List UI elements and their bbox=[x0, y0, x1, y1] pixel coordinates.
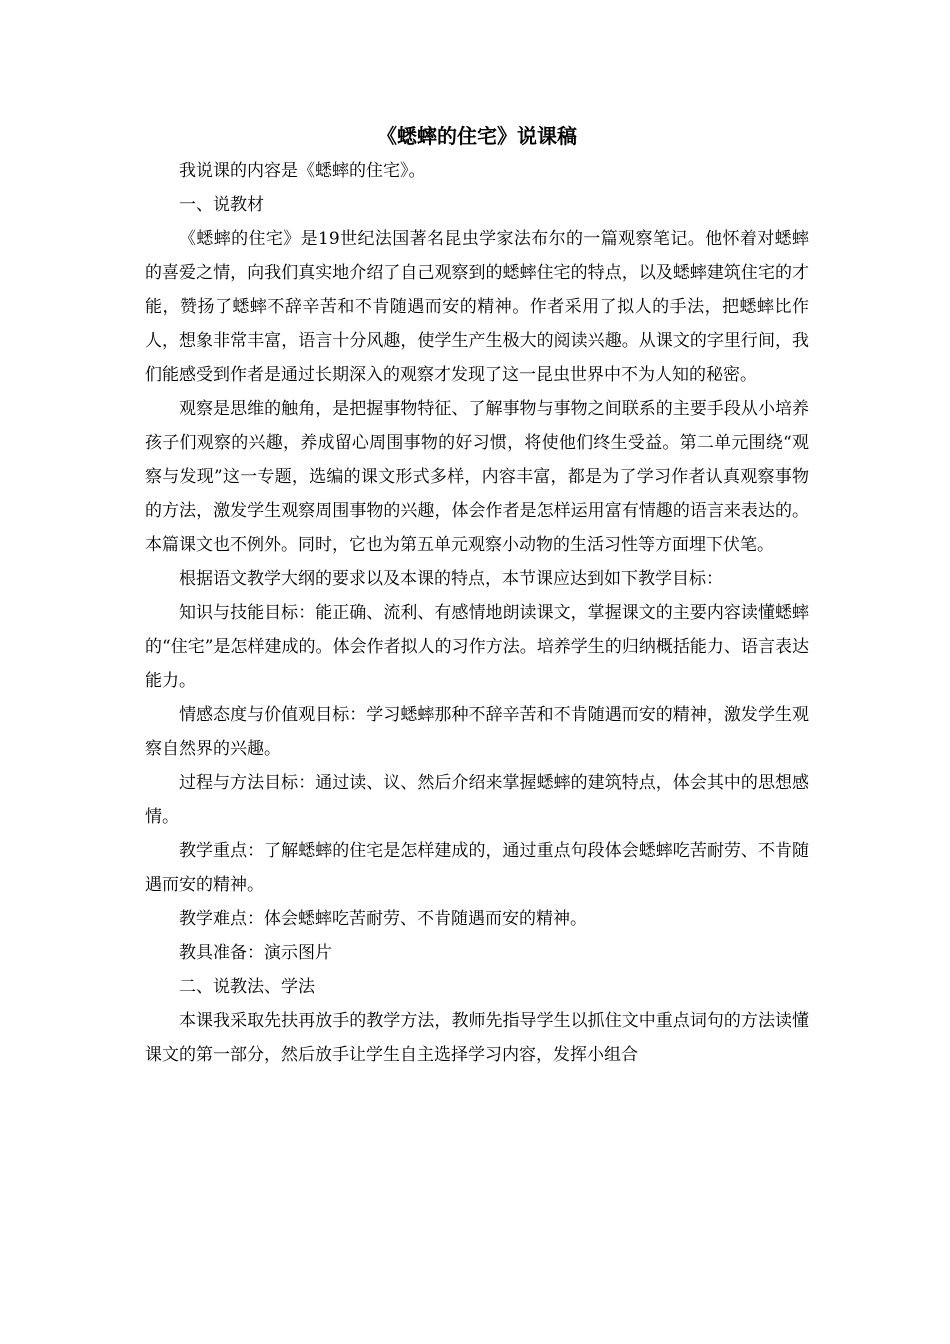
document-title: 《蟋蟀的住宅》说课稿 bbox=[377, 124, 577, 148]
paragraph-methods: 本课我采取先扶再放手的教学方法，教师先指导学生以抓住文中重点词句的方法读懂课文的第一部分，然后放手让学生自主选择学习内容，发挥小组合 bbox=[145, 1011, 809, 1065]
paragraph-observation: 观察是思维的触角，是把握事物特征、了解事物与事物之间联系的主要手段从小培养孩子们观察的兴趣，养成留心周围事物的好习惯，将使他们终生受益。第二单元围绕“观察与发现”这一专题，选编的课文形式多样，内容丰富，都是为了学习作者认真观察事物的方法，激发学生观察周围事物的兴趣，体会作者是怎样运用富有情趣的语言来表达的。本篇课文也不例外。同时，它也为第五单元观察小动物的生活习性等方面埋下伏笔。 bbox=[145, 399, 809, 555]
paragraph-knowledge-goal: 知识与技能目标：能正确、流利、有感情地朗读课文，掌握课文的主要内容读懂蟋蟀的“住宅”是怎样建成的。体会作者拟人的习作方法。培养学生的归纳概括能力、语言表达能力。 bbox=[145, 603, 809, 691]
paragraph-textbook-summary: 《蟋蟀的住宅》是19世纪法国著名昆虫学家法布尔的一篇观察笔记。他怀着对蟋蟀的喜爱之情，向我们真实地介绍了自己观察到的蟋蟀住宅的特点，以及蟋蟀建筑住宅的才能，赞扬了蟋蟀不辞辛苦和不肯随遇而安的精神。作者采用了拟人的手法，把蟋蟀比作人，想象非常丰富，语言十分风趣，使学生产生极大的阅读兴趣。从课文的字里行间，我们能感受到作者是通过长期深入的观察才发现了这一昆虫世界中不为人知的秘密。 bbox=[145, 229, 809, 385]
paragraph-key-point: 教学重点：了解蟋蟀的住宅是怎样建成的，通过重点句段体会蟋蟀吃苦耐劳、不肯随遇而安的精神。 bbox=[145, 841, 809, 895]
paragraph-difficulty: 教学难点：体会蟋蟀吃苦耐劳、不肯随遇而安的精神。 bbox=[179, 909, 587, 929]
paragraph-teaching-aids: 教具准备：演示图片 bbox=[179, 943, 332, 963]
document-page bbox=[145, 118, 809, 1072]
paragraph-process-goal: 过程与方法目标：通过读、议、然后介绍来掌握蟋蟀的建筑特点，体会其中的思想感情。 bbox=[145, 773, 809, 827]
paragraph-goals-intro: 根据语文教学大纲的要求以及本课的特点，本节课应达到如下教学目标： bbox=[179, 569, 723, 589]
paragraph-emotion-goal: 情感态度与价值观目标：学习蟋蟀那种不辞辛苦和不肯随遇而安的精神，激发学生观察自然界的兴趣。 bbox=[145, 705, 809, 759]
section-heading-textbook: 一、说教材 bbox=[179, 195, 264, 215]
paragraph-intro: 我说课的内容是《蟋蟀的住宅》。 bbox=[179, 161, 426, 181]
section-heading-methods: 二、说教法、学法 bbox=[179, 977, 315, 997]
